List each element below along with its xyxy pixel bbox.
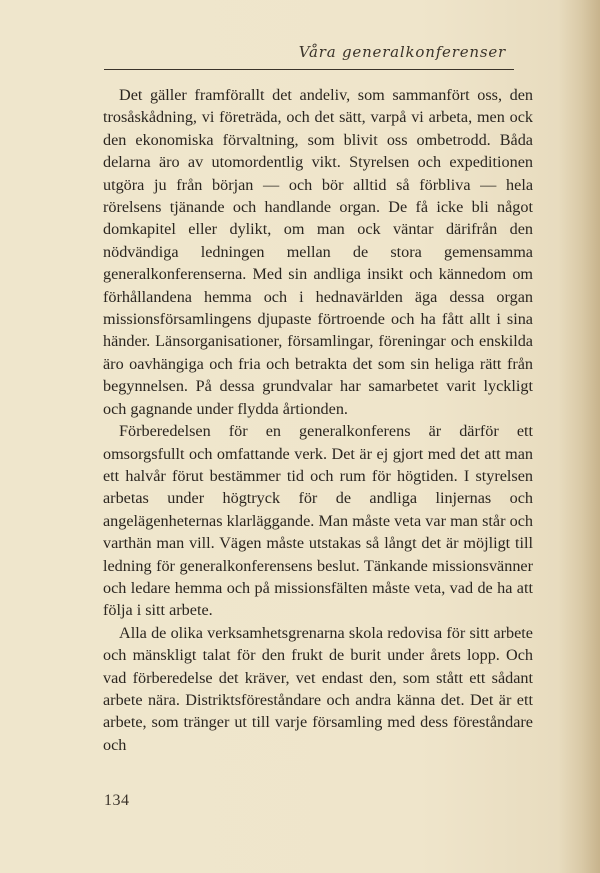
paragraph: Förberedelsen för en generalkonferens är därför ett omsorgsfullt och omfattande verk. Det är ej gjort med det att man ett halvår förut bestämmer tid och rum för högtiden. I styrelsen arbetas under högtryck för de andliga linjernas och angelägenheternas klarläggande. Man måste veta var man står och varthän man vill. Vägen måste utstakas så långt det är möjligt till ledning för generalkonferensens beslut. Tänkande missionsvänner och ledare hemma och på missionsfälten måste veta, vad de ha att följa i sitt arbete. [103,422,533,620]
paragraph: Alla de olika verksamhetsgrenarna skola redovisa för sitt arbete och mänskligt talat för den frukt de burit under årets lopp. Och vad förberedelse det kräver, vet endast den, som stått ett sådant arbete nära. Distriktsföreståndare och andra känna det. Det är ett arbete, som tränger ut till varje församling med dess föreståndare och [103,623,533,754]
body-text [103,84,533,756]
running-title: Våra generalkonferenser [298,43,506,61]
header-rule [104,69,514,70]
paragraph: Det gäller framförallt det andeliv, som sammanfört oss, den trosåskådning, vi företräda, och det sätt, varpå vi arbeta, men ock den ekonomiska förvaltning, som blivit oss ombetrodd. Båda delarna äro av utomordentlig vikt. Styrelsen och expeditionen utgöra ju från början — och bör alltid så förbliva — hela rörelsens tjänande och handlande organ. De få icke bli något domkapitel eller dylikt, om man ock väntar därifrån den nödvändiga ledningen mellan de stora gemensamma generalkonferenserna. Med sin andliga insikt och kännedom om förhållandena hemma och i hednavärlden äga dessa organ missionsförsamlingens djupaste förtroende och ha fått allt i sina händer. Länsorganisationer, församlingar, föreningar och enskilda äro oavhängiga och fria och betrakta det som sin heliga rätt från begynnelsen. På dessa grundvalar har samarbetet varit lyckligt och gagnande under flydda årtionden. [103,86,533,418]
page-number: 134 [104,792,130,809]
